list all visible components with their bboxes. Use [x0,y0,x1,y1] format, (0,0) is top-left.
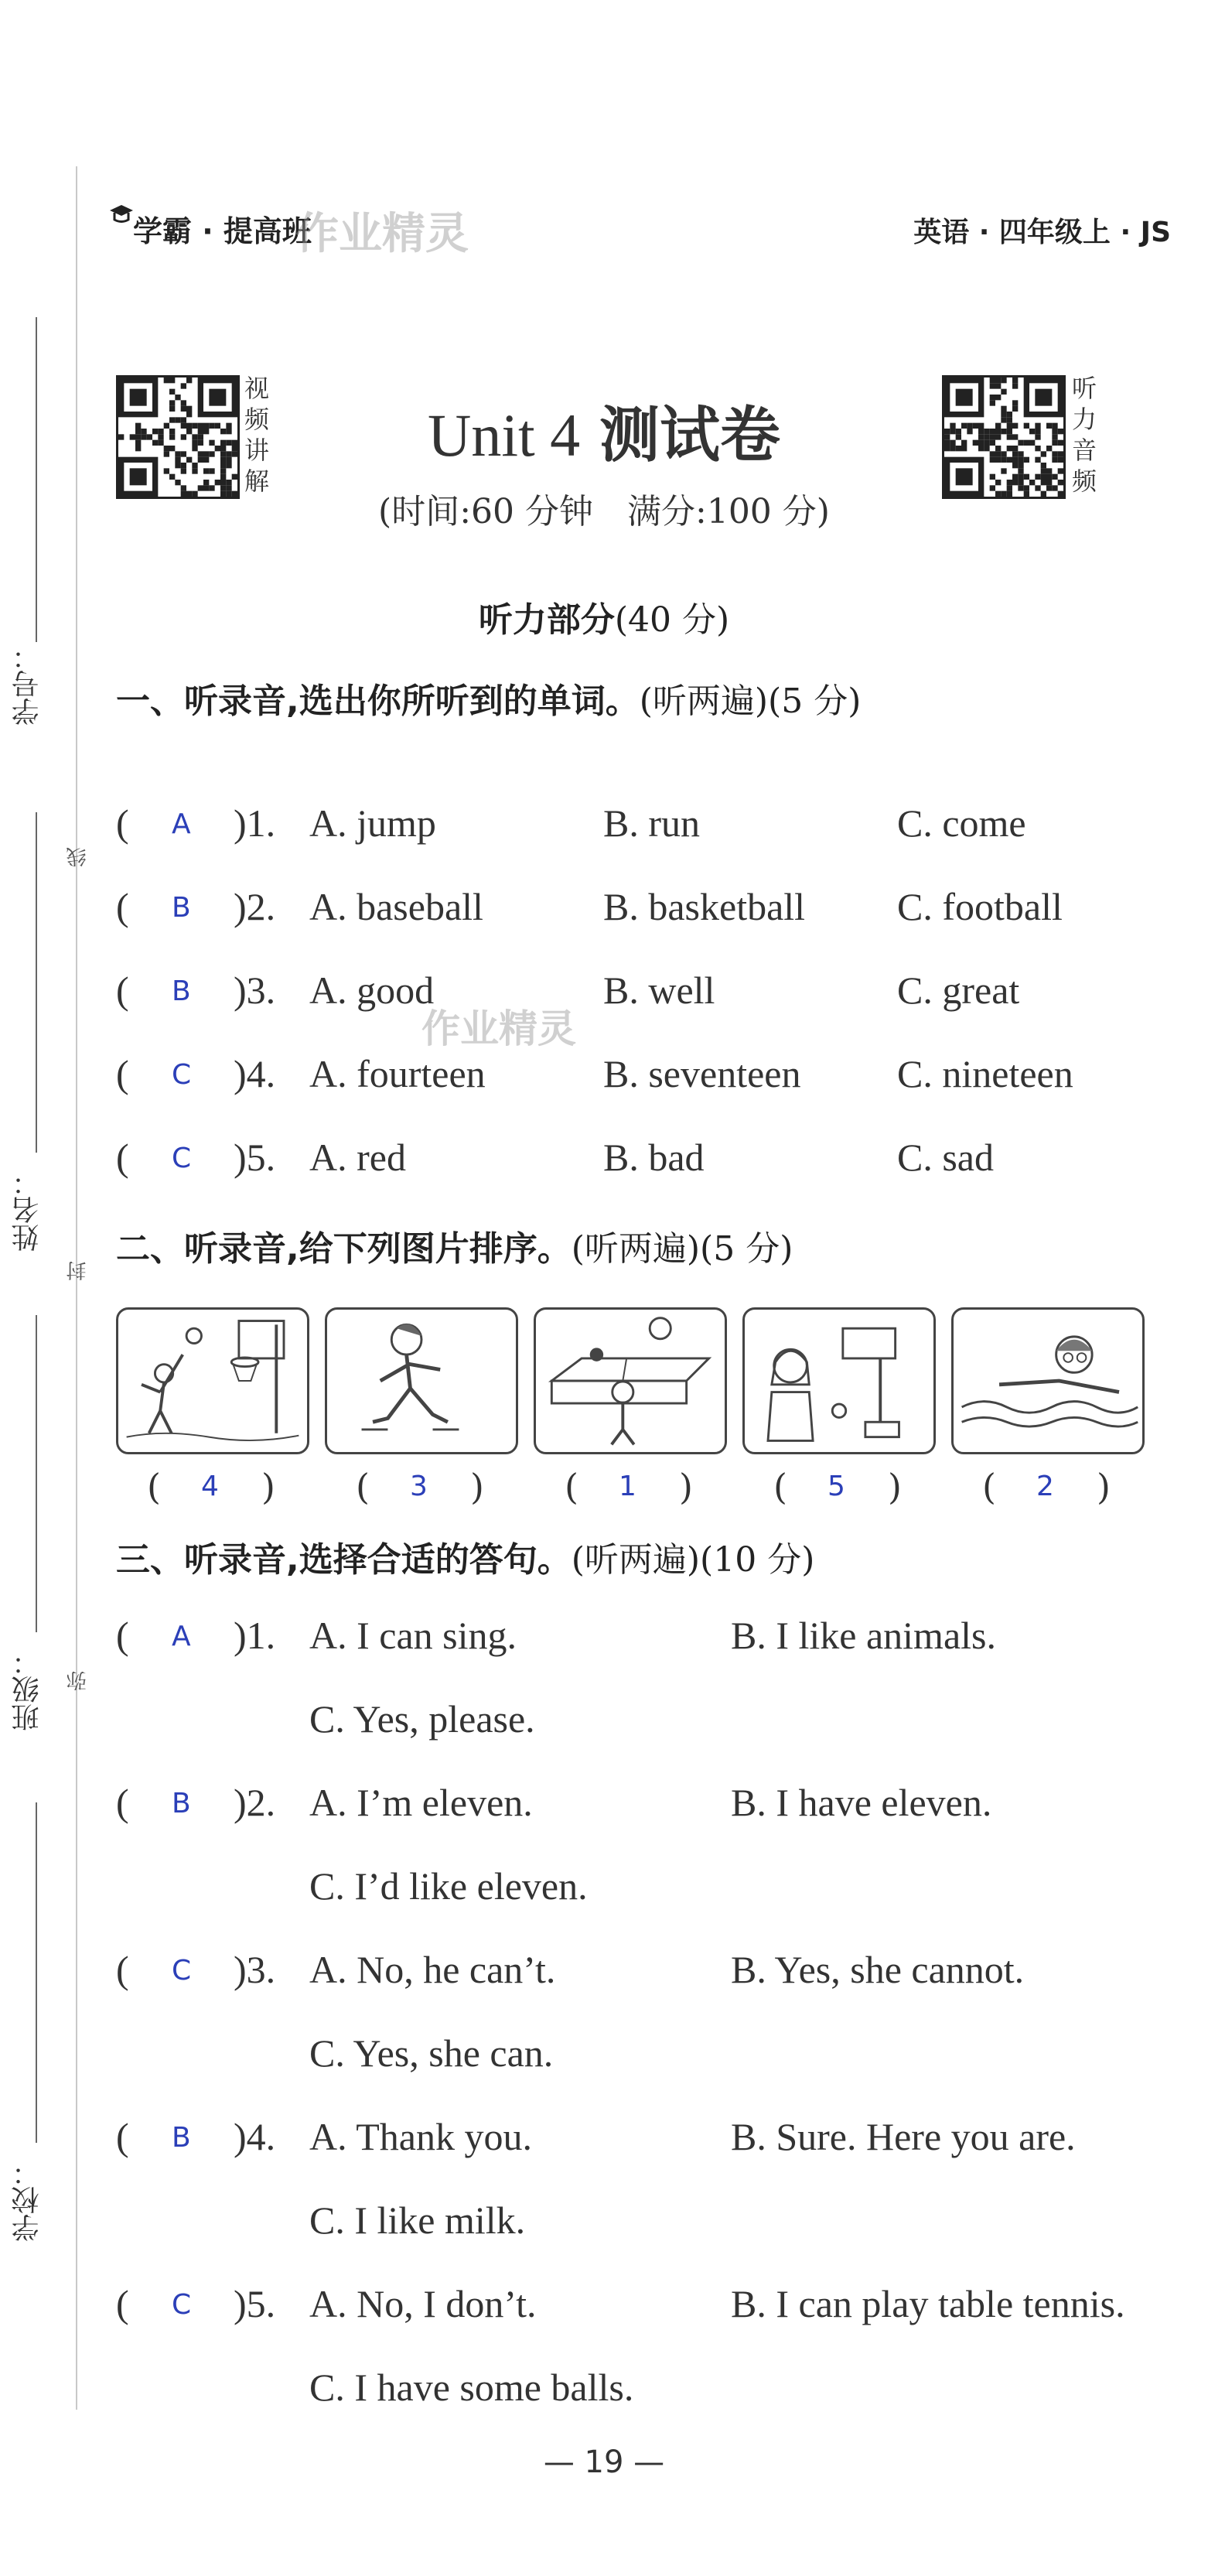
option-c: C. Yes, please. [309,1697,535,1741]
cut-mark-mi: 弥 [67,1671,90,1691]
option-c: C. football [897,885,1063,928]
title-name: 测试卷 [599,401,780,470]
school-blank-line [36,1802,37,2143]
answer-letter: B [172,2122,191,2154]
series-name: 学霸 · 提高班 [133,214,312,248]
answer-letter: C [172,1059,192,1091]
option-a: A. baseball [309,885,483,928]
question-number: )5. [234,1136,276,1179]
question-number: )1. [234,801,276,845]
option-c: C. great [897,969,1020,1012]
option-b: B. Sure. Here you are. [731,2115,1076,2158]
option-a: A. I’m eleven. [309,1781,533,1824]
close-paren: ) [470,1466,484,1508]
open-paren: ( [116,1136,129,1179]
video-caption: 视 频 讲 解 [244,374,269,496]
name-label: 姓名： [12,1168,43,1252]
option-b: B. run [603,801,700,845]
close-paren: ) [1097,1466,1111,1508]
option-b: B. seventeen [603,1052,801,1095]
answer-letter: B [172,975,191,1007]
open-paren: ( [565,1466,578,1508]
question-number: )2. [234,1781,276,1824]
girl-basketball-hoop-picture [742,1307,936,1454]
page-title [0,387,1208,473]
option-a: A. fourteen [309,1052,486,1095]
option-c: C. Yes, she can. [309,2031,554,2075]
answer-letter: C [172,2289,192,2321]
option-a: A. good [309,969,435,1012]
page-number: — 19 — [543,2444,665,2480]
option-c: C. I’d like eleven. [309,1864,588,1908]
option-c: C. sad [897,1136,994,1179]
cut-mark-feng: 封 [67,1261,90,1281]
question-number: )3. [234,1948,276,1991]
class-label: 班级： [12,1648,43,1731]
open-paren: ( [116,885,129,928]
option-b: B. I can play table tennis. [731,2282,1125,2325]
answer-number: 5 [828,1471,845,1502]
answer-letter: B [172,1788,191,1819]
open-paren: ( [116,969,129,1012]
open-paren: ( [116,1614,129,1657]
question-number: )5. [234,2282,276,2325]
open-paren: ( [116,1948,129,1991]
audio-caption: 听 力 音 频 [1071,374,1097,496]
school-label: 学校： [12,2158,43,2242]
answer-letter: B [172,892,191,924]
name-blank-line [36,812,37,1153]
exam-time-score: (时间:60 分钟 满分:100 分) [378,492,830,531]
open-paren: ( [116,2115,129,2158]
answer-number: 1 [619,1471,636,1502]
basketball-shooting-picture [116,1307,309,1454]
option-b: B. basketball [603,885,806,928]
brand-cap-icon [108,203,135,229]
option-a: A. Thank you. [309,2115,532,2158]
section2-heading: 二、听录音,给下列图片排序。(听两遍)(5 分) [116,1229,793,1269]
subject-grade: 英语 · 四年级上 · JS [913,217,1171,248]
option-c: C. come [897,801,1026,845]
question-number: )2. [234,885,276,928]
close-paren: ) [679,1466,693,1508]
close-paren: ) [888,1466,902,1508]
close-paren: ) [261,1466,275,1508]
section3-heading: 三、听录音,选择合适的答句。(听两遍)(10 分) [116,1540,815,1580]
option-b: B. I like animals. [731,1614,996,1657]
listening-part-header: 听力部分(40 分) [478,600,730,640]
question-number: )3. [234,969,276,1012]
cut-mark-xian: 线 [67,847,90,867]
option-b: B. well [603,969,715,1012]
question-number: )4. [234,1052,276,1095]
question-number: )1. [234,1614,276,1657]
answer-letter: A [172,808,191,840]
open-paren: ( [116,1781,129,1824]
option-a: A. red [309,1136,406,1179]
option-a: A. No, I don’t. [309,2282,537,2325]
open-paren: ( [116,1052,129,1095]
open-paren: ( [356,1466,370,1508]
table-tennis-picture [534,1307,727,1454]
title-unit: Unit 4 [428,401,581,469]
open-paren: ( [773,1466,787,1508]
boy-swimming-picture [951,1307,1145,1454]
option-a: A. I can sing. [309,1614,517,1657]
girl-skating-picture [325,1307,518,1454]
option-b: B. bad [603,1136,705,1179]
option-b: B. I have eleven. [731,1781,992,1824]
watermark-top: 作业精灵 [295,209,469,259]
option-a: A. No, he can’t. [309,1948,556,1991]
option-c: C. I have some balls. [309,2366,634,2409]
option-c: C. nineteen [897,1052,1073,1095]
option-c: C. I like milk. [309,2198,526,2242]
answer-number: 4 [201,1471,219,1502]
option-a: A. jump [309,801,436,845]
section1-heading: 一、听录音,选出你所听到的单词。(听两遍)(5 分) [116,682,862,721]
answer-number: 3 [410,1471,428,1502]
class-blank-line [36,1315,37,1632]
open-paren: ( [116,2282,129,2325]
answer-number: 2 [1036,1471,1054,1502]
option-b: B. Yes, she cannot. [731,1948,1025,1991]
answer-letter: C [172,1955,192,1987]
student-id-label: 学号： [12,642,43,726]
open-paren: ( [147,1466,161,1508]
open-paren: ( [116,801,129,845]
answer-letter: C [172,1143,192,1174]
watermark-middle: 作业精灵 [421,1006,576,1051]
question-number: )4. [234,2115,276,2158]
open-paren: ( [982,1466,996,1508]
answer-letter: A [172,1621,191,1652]
